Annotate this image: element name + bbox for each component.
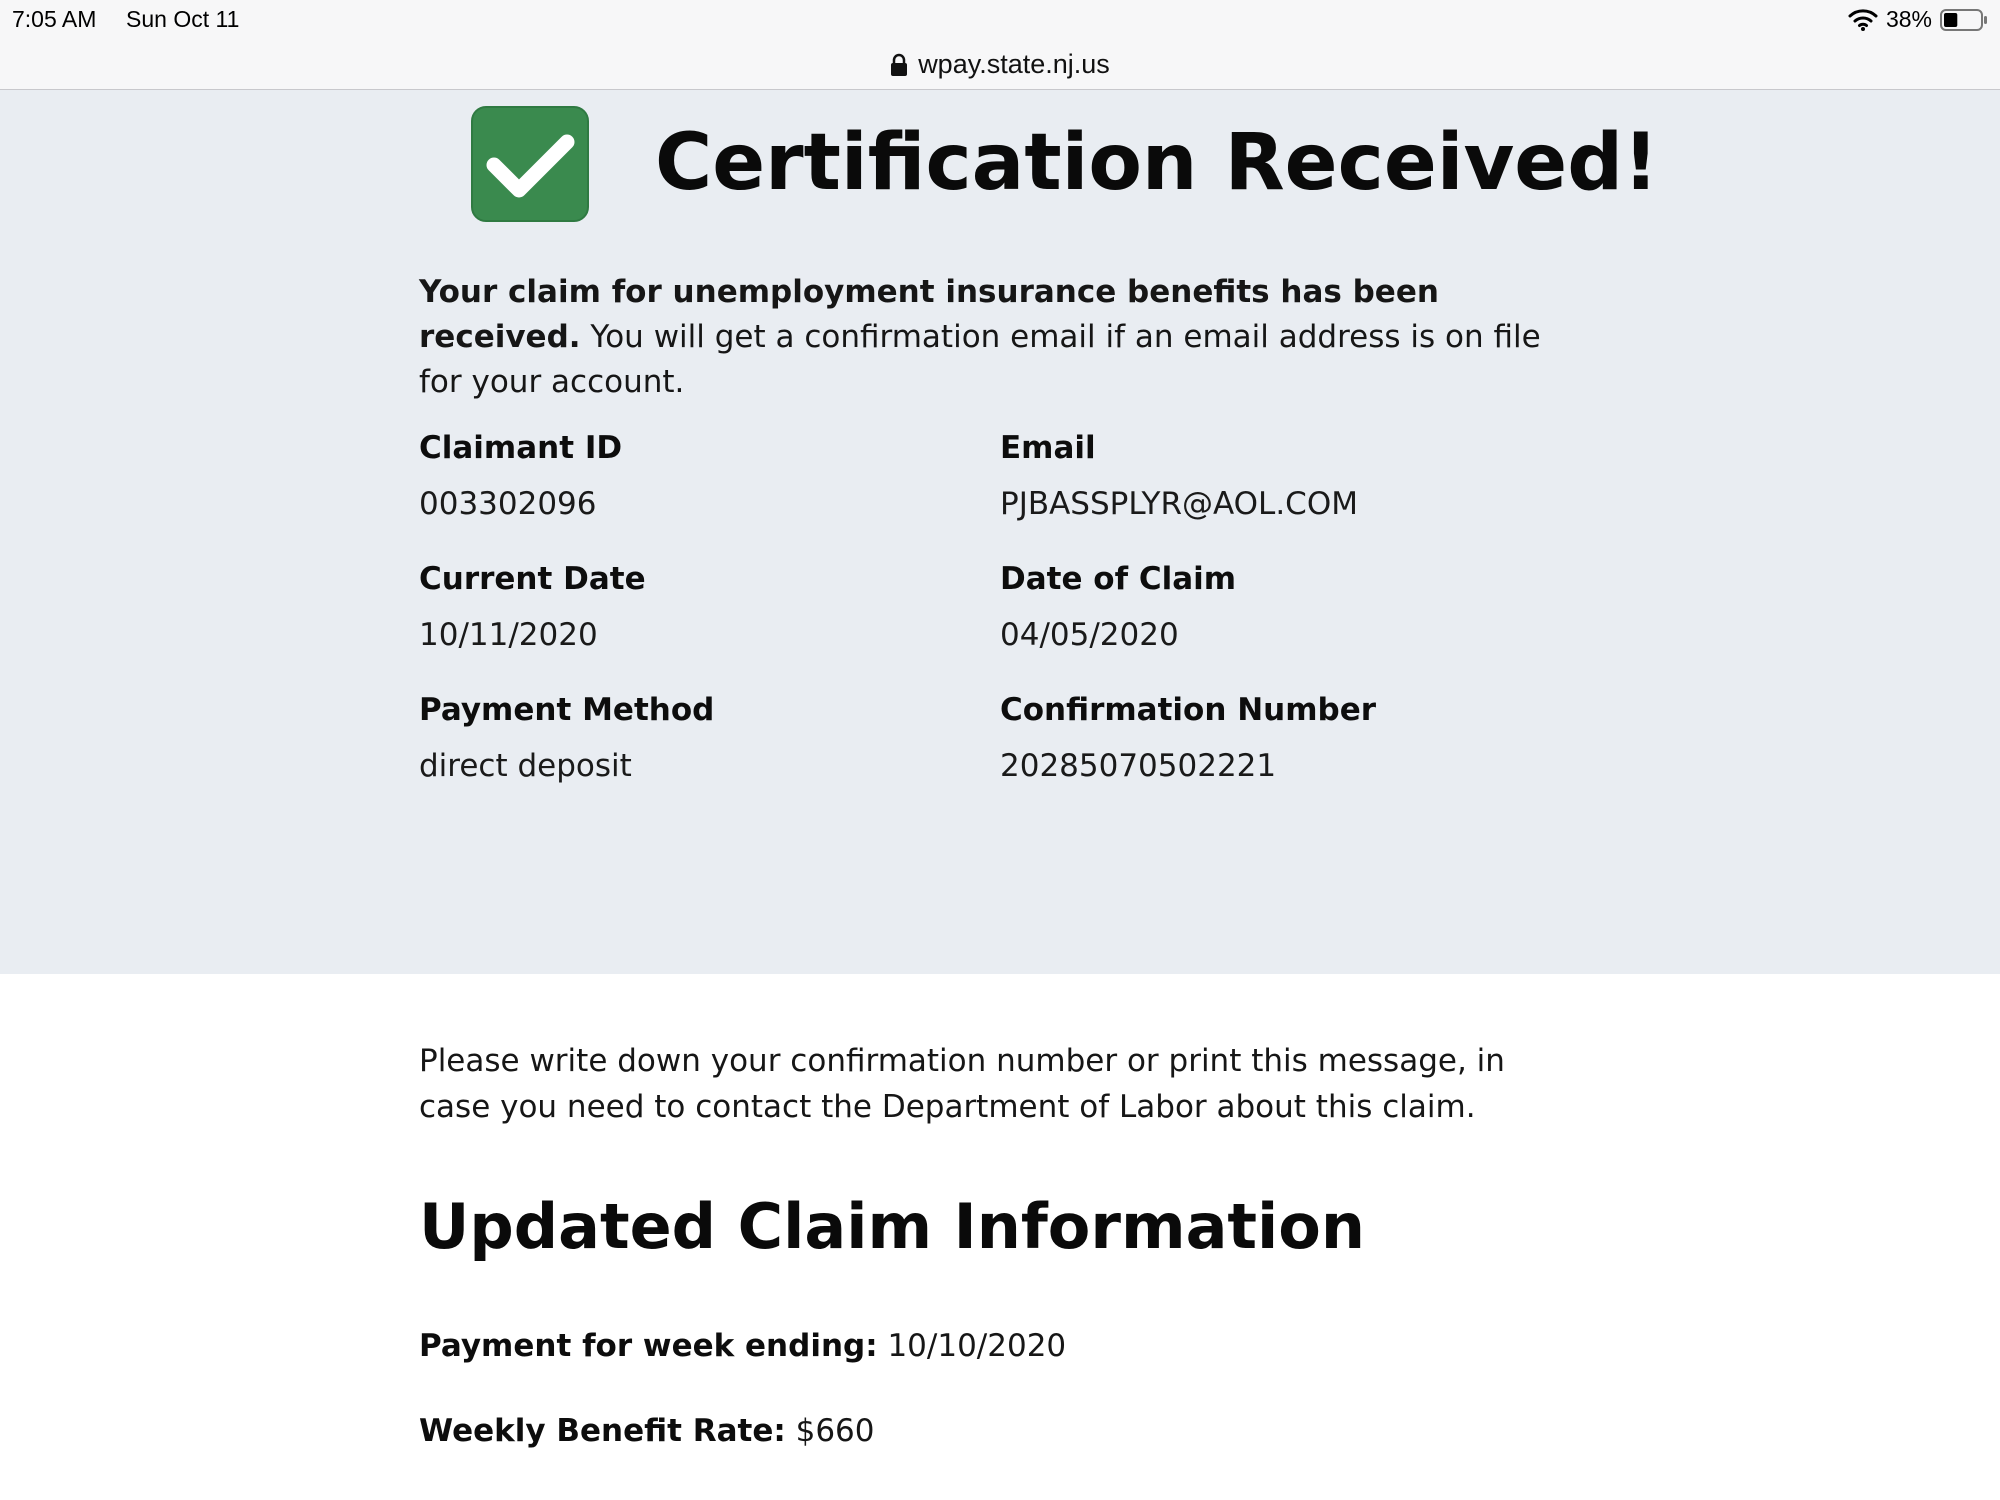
section-title: Updated Claim Information <box>419 1190 1366 1263</box>
battery-icon <box>1940 8 1988 32</box>
claimant-id-label: Claimant ID <box>419 430 623 466</box>
intro-rest-text: You will get a confirmation email if an email address is on file for your account. <box>419 319 1541 400</box>
date-of-claim-field <box>1000 561 1236 653</box>
confirmation-panel <box>0 90 2000 974</box>
status-time: 7:05 AM <box>12 6 97 32</box>
current-date-value: 10/11/2020 <box>419 617 598 653</box>
status-date: Sun Oct 11 <box>126 6 240 32</box>
wifi-icon <box>1848 8 1878 32</box>
url-text[interactable]: wpay.state.nj.us <box>918 49 1110 79</box>
notice-text: Please write down your confirmation number or print this message, in case you need to contact the Department of Labor about this claim. <box>419 1043 1505 1125</box>
date-of-claim-label: Date of Claim <box>1000 561 1237 597</box>
payment-method-label: Payment Method <box>419 692 715 728</box>
status-indicators <box>1848 6 1988 33</box>
intro-bold-text: Your claim for unemployment insurance benefits has been received. <box>419 274 1439 355</box>
date-of-claim-value: 04/05/2020 <box>1000 617 1179 653</box>
page-title: Certification Received! <box>655 118 1659 208</box>
confirmation-number-field <box>1000 692 1376 784</box>
payment-week-label: Payment for week ending: <box>419 1328 878 1364</box>
checkmark-icon <box>470 105 590 223</box>
intro-text <box>419 270 1569 405</box>
payment-method-field <box>419 692 714 784</box>
confirmation-number-value: 20285070502221 <box>1000 748 1277 784</box>
email-label: Email <box>1000 430 1096 466</box>
weekly-rate-line <box>419 1413 875 1449</box>
confirmation-number-label: Confirmation Number <box>1000 692 1377 728</box>
weekly-rate-label: Weekly Benefit Rate: <box>419 1413 786 1449</box>
payment-method-value: direct deposit <box>419 748 632 784</box>
email-field <box>1000 430 1358 522</box>
payment-week-line <box>419 1328 1066 1364</box>
weekly-rate-value: $660 <box>785 1413 875 1449</box>
battery-percent: 38% <box>1885 6 1932 32</box>
current-date-label: Current Date <box>419 561 646 597</box>
lock-icon <box>890 53 908 77</box>
payment-week-value: 10/10/2020 <box>877 1328 1067 1364</box>
address-bar[interactable] <box>0 40 2000 90</box>
status-bar <box>0 0 2000 40</box>
claimant-id-value: 003302096 <box>419 486 597 522</box>
claimant-id-field <box>419 430 622 522</box>
current-date-field <box>419 561 646 653</box>
email-value: PJBASSPLYR@AOL.COM <box>1000 486 1358 522</box>
